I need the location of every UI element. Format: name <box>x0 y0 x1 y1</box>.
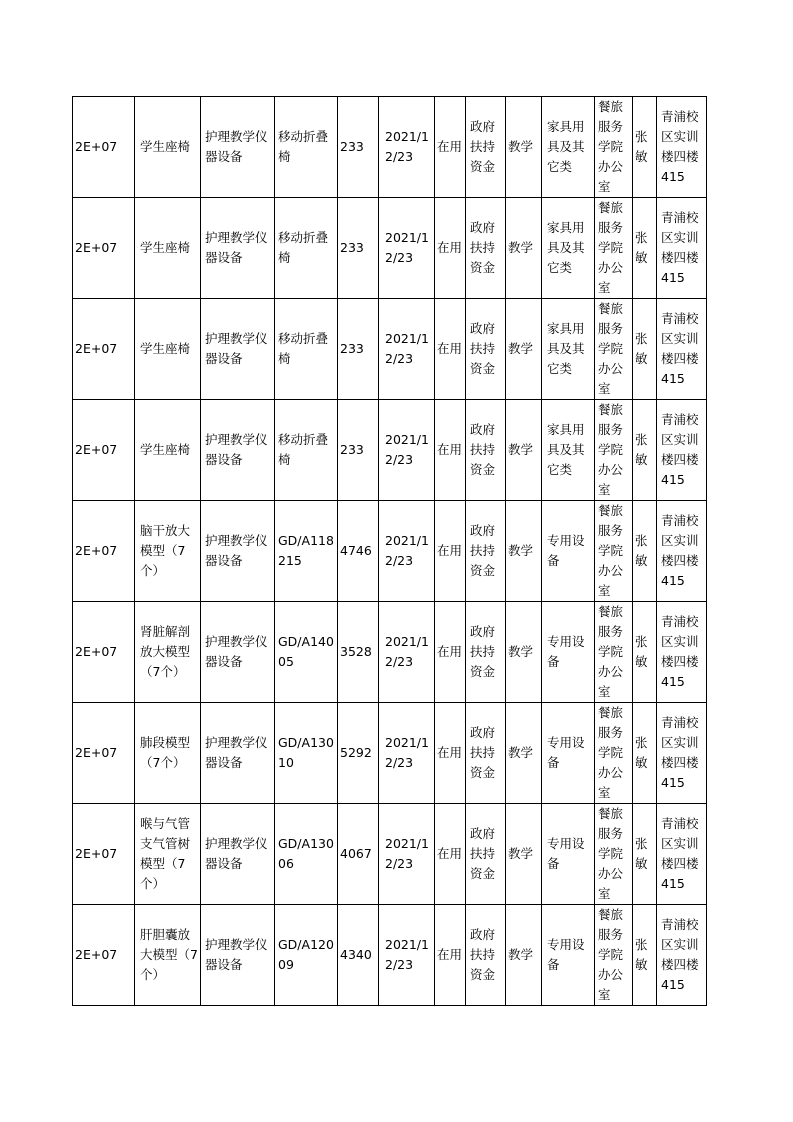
funding-source-cell: 政府扶持资金 <box>466 602 506 703</box>
status-cell: 在用 <box>435 905 466 1006</box>
asset-model-cell: GD/A12009 <box>275 905 338 1006</box>
asset-category-cell: 护理教学仪器设备 <box>201 400 275 501</box>
asset-name-cell: 脑干放大模型（7个） <box>135 501 201 602</box>
department-cell: 餐旅服务学院办公室 <box>595 602 633 703</box>
funding-source-cell: 政府扶持资金 <box>466 198 506 299</box>
custodian-cell: 张敏 <box>633 804 657 905</box>
location-cell: 青浦校区实训楼四楼415 <box>657 299 707 400</box>
purchase-date-cell: 2021/12/23 <box>379 703 435 804</box>
asset-type-cell: 专用设备 <box>542 804 595 905</box>
usage-cell: 教学 <box>506 299 542 400</box>
location-cell: 青浦校区实训楼四楼415 <box>657 703 707 804</box>
asset-price-cell: 4746 <box>338 501 379 602</box>
department-cell: 餐旅服务学院办公室 <box>595 703 633 804</box>
asset-category-cell: 护理教学仪器设备 <box>201 299 275 400</box>
table-row <box>73 905 707 1006</box>
department-cell: 餐旅服务学院办公室 <box>595 400 633 501</box>
usage-cell: 教学 <box>506 804 542 905</box>
asset-model-cell: 移动折叠椅 <box>275 198 338 299</box>
asset-price-cell: 233 <box>338 97 379 198</box>
asset-type-cell: 家具用具及其它类 <box>542 198 595 299</box>
asset-price-cell: 3528 <box>338 602 379 703</box>
asset-type-cell: 家具用具及其它类 <box>542 97 595 198</box>
asset-model-cell: 移动折叠椅 <box>275 97 338 198</box>
asset-category-cell: 护理教学仪器设备 <box>201 97 275 198</box>
asset-name-cell: 学生座椅 <box>135 299 201 400</box>
table-row <box>73 804 707 905</box>
asset-price-cell: 233 <box>338 299 379 400</box>
status-cell: 在用 <box>435 97 466 198</box>
custodian-cell: 张敏 <box>633 602 657 703</box>
status-cell: 在用 <box>435 804 466 905</box>
department-cell: 餐旅服务学院办公室 <box>595 198 633 299</box>
location-cell: 青浦校区实训楼四楼415 <box>657 400 707 501</box>
purchase-date-cell: 2021/12/23 <box>379 299 435 400</box>
custodian-cell: 张敏 <box>633 905 657 1006</box>
location-cell: 青浦校区实训楼四楼415 <box>657 501 707 602</box>
table-row <box>73 299 707 400</box>
usage-cell: 教学 <box>506 602 542 703</box>
asset-name-cell: 肾脏解剖放大模型（7个） <box>135 602 201 703</box>
asset-price-cell: 4340 <box>338 905 379 1006</box>
asset-name-cell: 学生座椅 <box>135 198 201 299</box>
asset-category-cell: 护理教学仪器设备 <box>201 602 275 703</box>
table-row <box>73 703 707 804</box>
asset-name-cell: 学生座椅 <box>135 400 201 501</box>
asset-name-cell: 肺段模型（7个） <box>135 703 201 804</box>
custodian-cell: 张敏 <box>633 299 657 400</box>
usage-cell: 教学 <box>506 501 542 602</box>
asset-type-cell: 专用设备 <box>542 602 595 703</box>
usage-cell: 教学 <box>506 198 542 299</box>
asset-id-cell: 2E+07 <box>73 804 135 905</box>
asset-model-cell: GD/A13006 <box>275 804 338 905</box>
status-cell: 在用 <box>435 400 466 501</box>
asset-id-cell: 2E+07 <box>73 501 135 602</box>
status-cell: 在用 <box>435 501 466 602</box>
asset-model-cell: GD/A14005 <box>275 602 338 703</box>
location-cell: 青浦校区实训楼四楼415 <box>657 198 707 299</box>
status-cell: 在用 <box>435 602 466 703</box>
asset-table-body <box>73 97 707 1006</box>
department-cell: 餐旅服务学院办公室 <box>595 97 633 198</box>
purchase-date-cell: 2021/12/23 <box>379 400 435 501</box>
table-row <box>73 198 707 299</box>
asset-id-cell: 2E+07 <box>73 97 135 198</box>
asset-price-cell: 233 <box>338 198 379 299</box>
asset-type-cell: 家具用具及其它类 <box>542 299 595 400</box>
purchase-date-cell: 2021/12/23 <box>379 97 435 198</box>
table-row <box>73 400 707 501</box>
department-cell: 餐旅服务学院办公室 <box>595 299 633 400</box>
asset-type-cell: 专用设备 <box>542 703 595 804</box>
department-cell: 餐旅服务学院办公室 <box>595 804 633 905</box>
asset-table <box>72 96 707 1006</box>
status-cell: 在用 <box>435 703 466 804</box>
location-cell: 青浦校区实训楼四楼415 <box>657 905 707 1006</box>
asset-id-cell: 2E+07 <box>73 299 135 400</box>
asset-price-cell: 233 <box>338 400 379 501</box>
purchase-date-cell: 2021/12/23 <box>379 198 435 299</box>
asset-model-cell: 移动折叠椅 <box>275 299 338 400</box>
location-cell: 青浦校区实训楼四楼415 <box>657 602 707 703</box>
asset-type-cell: 专用设备 <box>542 905 595 1006</box>
table-row <box>73 602 707 703</box>
funding-source-cell: 政府扶持资金 <box>466 400 506 501</box>
asset-name-cell: 学生座椅 <box>135 97 201 198</box>
asset-name-cell: 喉与气管支气管树模型（7个） <box>135 804 201 905</box>
department-cell: 餐旅服务学院办公室 <box>595 905 633 1006</box>
table-row <box>73 97 707 198</box>
asset-id-cell: 2E+07 <box>73 703 135 804</box>
custodian-cell: 张敏 <box>633 97 657 198</box>
purchase-date-cell: 2021/12/23 <box>379 602 435 703</box>
usage-cell: 教学 <box>506 97 542 198</box>
asset-type-cell: 家具用具及其它类 <box>542 400 595 501</box>
table-row <box>73 501 707 602</box>
asset-category-cell: 护理教学仪器设备 <box>201 804 275 905</box>
asset-model-cell: 移动折叠椅 <box>275 400 338 501</box>
asset-model-cell: GD/A118215 <box>275 501 338 602</box>
status-cell: 在用 <box>435 299 466 400</box>
asset-name-cell: 肝胆囊放大模型（7个） <box>135 905 201 1006</box>
custodian-cell: 张敏 <box>633 198 657 299</box>
location-cell: 青浦校区实训楼四楼415 <box>657 804 707 905</box>
custodian-cell: 张敏 <box>633 400 657 501</box>
usage-cell: 教学 <box>506 905 542 1006</box>
asset-id-cell: 2E+07 <box>73 602 135 703</box>
funding-source-cell: 政府扶持资金 <box>466 703 506 804</box>
asset-id-cell: 2E+07 <box>73 905 135 1006</box>
funding-source-cell: 政府扶持资金 <box>466 804 506 905</box>
asset-price-cell: 5292 <box>338 703 379 804</box>
asset-category-cell: 护理教学仪器设备 <box>201 198 275 299</box>
asset-category-cell: 护理教学仪器设备 <box>201 501 275 602</box>
funding-source-cell: 政府扶持资金 <box>466 501 506 602</box>
purchase-date-cell: 2021/12/23 <box>379 804 435 905</box>
asset-category-cell: 护理教学仪器设备 <box>201 905 275 1006</box>
asset-category-cell: 护理教学仪器设备 <box>201 703 275 804</box>
custodian-cell: 张敏 <box>633 501 657 602</box>
funding-source-cell: 政府扶持资金 <box>466 299 506 400</box>
funding-source-cell: 政府扶持资金 <box>466 97 506 198</box>
asset-price-cell: 4067 <box>338 804 379 905</box>
funding-source-cell: 政府扶持资金 <box>466 905 506 1006</box>
asset-type-cell: 专用设备 <box>542 501 595 602</box>
usage-cell: 教学 <box>506 400 542 501</box>
usage-cell: 教学 <box>506 703 542 804</box>
purchase-date-cell: 2021/12/23 <box>379 905 435 1006</box>
asset-id-cell: 2E+07 <box>73 400 135 501</box>
asset-id-cell: 2E+07 <box>73 198 135 299</box>
status-cell: 在用 <box>435 198 466 299</box>
purchase-date-cell: 2021/12/23 <box>379 501 435 602</box>
asset-model-cell: GD/A13010 <box>275 703 338 804</box>
custodian-cell: 张敏 <box>633 703 657 804</box>
location-cell: 青浦校区实训楼四楼415 <box>657 97 707 198</box>
department-cell: 餐旅服务学院办公室 <box>595 501 633 602</box>
